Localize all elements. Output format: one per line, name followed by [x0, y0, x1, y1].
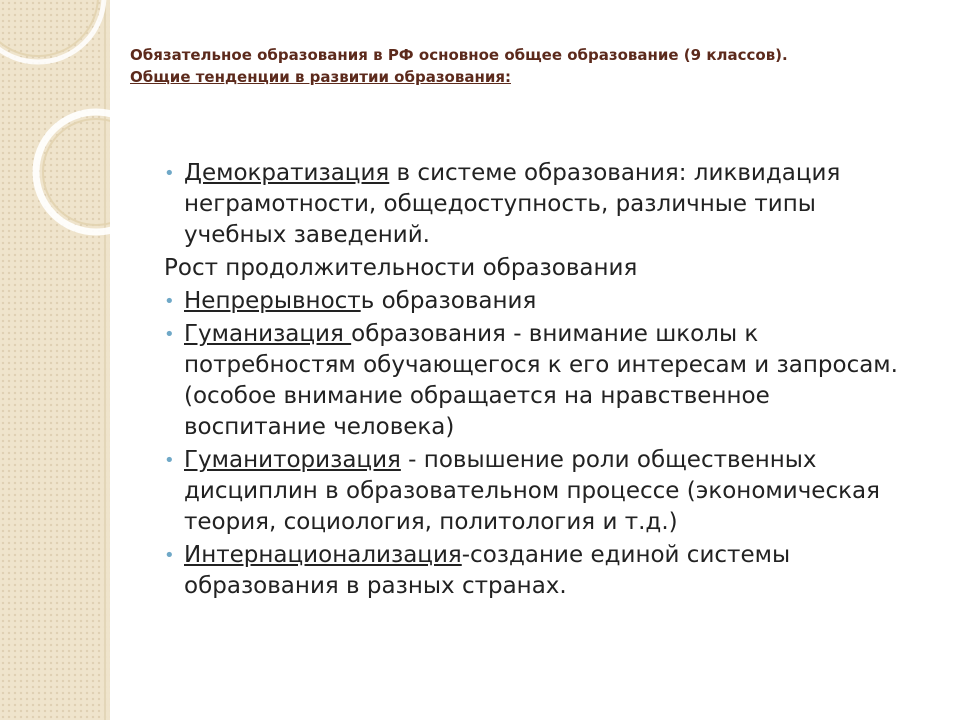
item-term: Демократизация: [184, 160, 390, 186]
title-line2: Общие тенденции в развитии образования:: [130, 68, 511, 86]
title-line1: Обязательное образования в РФ основное общее образование (9 классов).: [130, 46, 788, 64]
slide-content: [164, 158, 914, 604]
item-text: - повышение роли общественных дисциплин в образовательном процессе (экономическая теория, социология, политология и т.д.): [184, 447, 880, 535]
item-term: Непрерывност: [184, 288, 361, 314]
bullet-icon: •: [164, 291, 175, 312]
item-text: в системе образования: ликвидация неграмотности, общедоступность, различные типы учебных заведений.: [184, 160, 841, 248]
item-text: образования - внимание школы к потребностям обучающегося к его интересам и запросам. (особое внимание обращается на нравственное воспитание человека): [184, 321, 898, 440]
bullet-icon: •: [164, 324, 175, 345]
list-item: [164, 319, 914, 443]
plain-line: Рост продолжительности образования: [164, 255, 638, 281]
item-text: ь образования: [360, 288, 537, 314]
item-term: Гуманизация: [184, 321, 352, 347]
list-item: [164, 540, 914, 602]
item-term: Гуманиторизация: [184, 447, 401, 473]
decorative-rings: [0, 0, 110, 260]
list-item: [164, 158, 914, 251]
list-item: [164, 445, 914, 538]
list-item: [164, 286, 914, 317]
item-term: Интернационализация: [184, 542, 462, 568]
bullet-icon: •: [164, 450, 175, 471]
bullet-icon: •: [164, 163, 175, 184]
item-text: -создание единой системы образования в разных странах.: [184, 542, 791, 599]
bullet-icon: •: [164, 545, 175, 566]
slide-title: [130, 44, 910, 88]
